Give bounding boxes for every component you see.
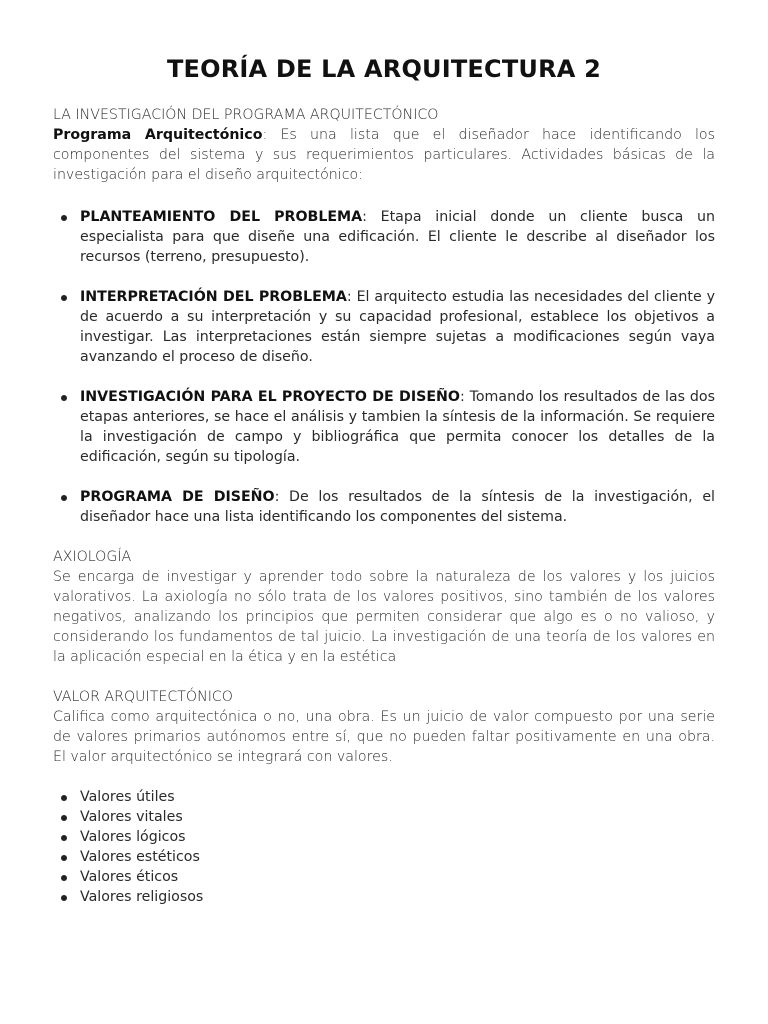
- bullet-icon: [61, 875, 67, 881]
- values-list: [53, 787, 715, 907]
- bullet-icon: [61, 895, 67, 901]
- list-item: [53, 887, 715, 907]
- section-heading-investigacion: LA INVESTIGACIÓN DEL PROGRAMA ARQUITECTÓNICO: [53, 107, 439, 123]
- programa-term: Programa Arquitectónico: [53, 127, 263, 143]
- activity-term: PLANTEAMIENTO DEL PROBLEMA: [80, 209, 363, 225]
- list-item: [53, 847, 715, 867]
- activity-term: INTERPRETACIÓN DEL PROBLEMA: [80, 289, 347, 305]
- activities-list: [53, 207, 715, 527]
- activity-term: PROGRAMA DE DISEÑO: [80, 489, 275, 505]
- activity-text: : Etapa inicial donde un cliente busca un especialista para que diseñe una edificación. El cliente le describe al diseñador los recursos (terreno, presupuesto).: [80, 209, 715, 265]
- list-spacer: [53, 367, 715, 387]
- section-valor: [53, 687, 715, 767]
- list-item-planteamiento: [53, 207, 715, 267]
- activity-text: : De los resultados de la síntesis de la investigación, el diseñador hace una lista identificando los componentes del sistema.: [80, 489, 715, 525]
- activity-text: : El arquitecto estudia las necesidades del cliente y de acuerdo a su interpretación y su capacidad profesional, establece los objetivos a investigar. Las interpretaciones están siempre sujetas a modificaciones según vaya avanzando el proceso de diseño.: [80, 289, 715, 365]
- list-item-programa-diseno: [53, 487, 715, 527]
- bullet-icon: [61, 855, 67, 861]
- programa-definition: [53, 125, 715, 185]
- value-label: Valores útiles: [80, 789, 175, 805]
- list-item-interpretacion: [53, 287, 715, 367]
- list-item: [53, 867, 715, 887]
- list-item-investigacion: [53, 387, 715, 467]
- page-title: TEORÍA DE LA ARQUITECTURA 2: [166, 55, 602, 83]
- bullet-icon: [61, 815, 67, 821]
- bullet-icon: [61, 495, 67, 501]
- section-heading-valor: VALOR ARQUITECTÓNICO: [53, 689, 233, 705]
- bullet-icon: [61, 795, 67, 801]
- list-spacer: [53, 267, 715, 287]
- value-label: Valores vitales: [80, 809, 183, 825]
- list-item: [53, 807, 715, 827]
- value-label: Valores lógicos: [80, 829, 186, 845]
- programa-text: : Es una lista que el diseñador hace identificando los componentes del sistema y sus requerimientos particulares. Actividades básicas de la investigación para el diseño arquitectónico:: [53, 127, 715, 183]
- bullet-icon: [61, 395, 67, 401]
- list-item: [53, 787, 715, 807]
- activity-text: : Tomando los resultados de las dos etapas anteriores, se hace el análisis y tambien la síntesis de la información. Se requiere la investigación de campo y bibliográfica que permita conocer los detalles de la edificación, según su tipología.: [80, 389, 715, 465]
- activity-term: INVESTIGACIÓN PARA EL PROYECTO DE DISEÑO: [80, 389, 460, 405]
- bullet-icon: [61, 295, 67, 301]
- section-heading-axiologia: AXIOLOGÍA: [53, 549, 132, 565]
- value-label: Valores religiosos: [80, 889, 204, 905]
- value-label: Valores estéticos: [80, 849, 200, 865]
- bullet-icon: [61, 215, 67, 221]
- valor-text: Califica como arquitectónica o no, una obra. Es un juicio de valor compuesto por una serie de valores primarios autónomos entre sí, que no pueden faltar positivamente en una obra. El valor arquitectónico se integrará con valores.: [53, 709, 715, 765]
- list-item: [53, 827, 715, 847]
- document-page: [53, 55, 715, 907]
- axiologia-text: Se encarga de investigar y aprender todo sobre la naturaleza de los valores y los juicios valorativos. La axiología no sólo trata de los valores positivos, sino también de los valores negativos, analizando los principios que permiten considerar que algo es o no valioso, y considerando los fundamentos de tal juicio. La investigación de una teoría de los valores en la aplicación especial en la ética y en la estética: [53, 569, 715, 665]
- value-label: Valores éticos: [80, 869, 179, 885]
- section-axiologia: [53, 547, 715, 667]
- list-spacer: [53, 467, 715, 487]
- bullet-icon: [61, 835, 67, 841]
- section-programa: [53, 105, 715, 185]
